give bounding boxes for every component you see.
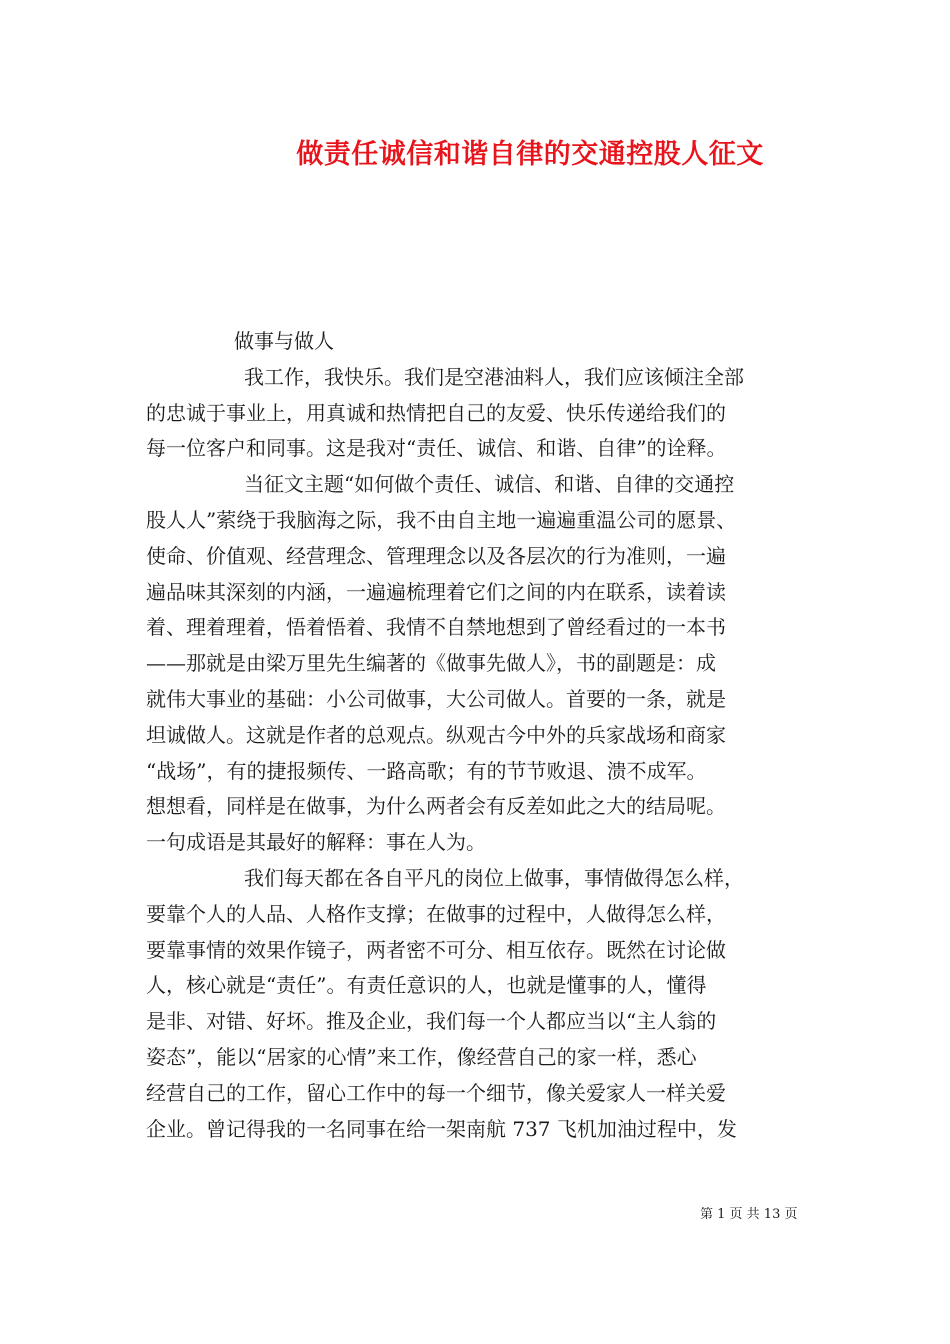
text-line: 姿态”，能以“居家的心情”来工作，像经营自己的家一样，悉心: [146, 1044, 697, 1069]
paragraph-lines: [146, 360, 812, 1148]
text-line: 要靠个人的人品、人格作支撑；在做事的过程中，人做得怎么样，: [146, 901, 726, 926]
text-line: 使命、价值观、经营理念、管理理念以及各层次的行为准则，一遍: [146, 543, 726, 568]
text-line: 着、理着理着，悟着悟着、我情不自禁地想到了曾经看过的一本书: [146, 615, 726, 640]
text-line: 的忠诚于事业上，用真诚和热情把自己的友爱、快乐传递给我们的: [146, 400, 726, 425]
text-line: 坦诚做人。这就是作者的总观点。纵观古今中外的兵家战场和商家: [146, 722, 726, 747]
text-line: 一句成语是其最好的解释：事在人为。: [146, 830, 486, 855]
text-line: 当征文主题“如何做个责任、诚信、和谐、自律的交通控: [244, 472, 735, 497]
text-line: ——那就是由梁万里先生编著的《做事先做人》，书的副题是：成: [146, 651, 716, 676]
text-line: 想想看，同样是在做事，为什么两者会有反差如此之大的结局呢。: [146, 794, 726, 819]
text-line: 人，核心就是“责任”。有责任意识的人，也就是懂事的人，懂得: [146, 973, 707, 998]
text-line: 我工作，我快乐。我们是空港油料人，我们应该倾注全部: [244, 364, 744, 389]
text-line: 每一位客户和同事。这是我对“责任、诚信、和谐、自律”的诠释。: [146, 436, 727, 461]
text-line: 就伟大事业的基础：小公司做事，大公司做人。首要的一条，就是: [146, 686, 726, 711]
text-line: 企业。曾记得我的一名同事在给一架南航 737 飞机加油过程中，发: [146, 1116, 737, 1141]
text-line: 经营自己的工作，留心工作中的每一个细节，像关爱家人一样关爱: [146, 1080, 726, 1105]
text-line: 我们每天都在各自平凡的岗位上做事，事情做得怎么样，: [244, 865, 744, 890]
text-line: 遍品味其深刻的内涵，一遍遍梳理着它们之间的内在联系，读着读: [146, 579, 726, 604]
text-line: “战场”，有的捷报频传、一路高歌；有的节节败退、溃不成军。: [146, 758, 707, 783]
text-line: 股人人”萦绕于我脑海之际，我不由自主地一遍遍重温公司的愿景、: [146, 507, 737, 532]
text-line: 是非、对错、好坏。推及企业，我们每一个人都应当以“主人翁的: [146, 1009, 717, 1034]
document-title: 做责任诚信和谐自律的交通控股人征文: [296, 139, 764, 170]
document-body: [146, 324, 812, 1147]
page-number-footer: 第 1 页 共 13 页: [700, 1207, 798, 1222]
text-line: 要靠事情的效果作镜子，两者密不可分、相互依存。既然在讨论做: [146, 937, 726, 962]
section-subtitle: 做事与做人: [234, 329, 334, 353]
